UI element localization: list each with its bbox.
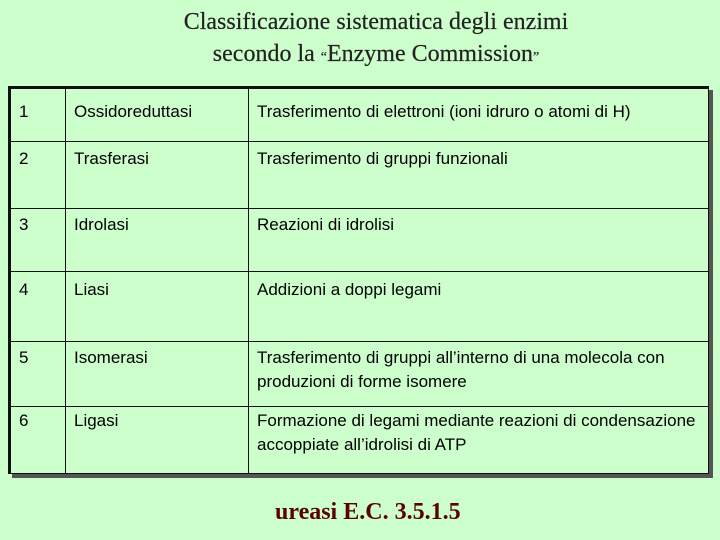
class-number: 4 bbox=[10, 272, 66, 342]
urease-ec-number: ureasi E.C. 3.5.1.5 bbox=[275, 499, 461, 525]
title-line-2 bbox=[0, 38, 720, 74]
class-number: 2 bbox=[10, 142, 66, 209]
title-line-2-main: Enzyme Commission bbox=[326, 41, 533, 67]
class-name: Ossidoreduttasi bbox=[66, 88, 249, 142]
title-line-2-prefix: secondo la bbox=[212, 41, 321, 67]
class-name: Isomerasi bbox=[66, 342, 249, 407]
class-description: Trasferimento di gruppi all’interno di una molecola con produzioni di forme isomere bbox=[249, 342, 709, 407]
class-number: 1 bbox=[10, 88, 66, 142]
table-row bbox=[10, 272, 709, 342]
slide-title bbox=[0, 6, 720, 74]
table-row bbox=[10, 88, 709, 142]
class-number: 5 bbox=[10, 342, 66, 407]
class-description: Trasferimento di gruppi funzionali bbox=[249, 142, 709, 209]
table-row bbox=[10, 342, 709, 407]
enzyme-classification-table bbox=[8, 86, 709, 474]
class-name: Idrolasi bbox=[66, 209, 249, 272]
class-description: Formazione di legami mediante reazioni di condensazione accoppiate all’idrolisi di ATP bbox=[249, 407, 709, 474]
table-row bbox=[10, 142, 709, 209]
class-number: 3 bbox=[10, 209, 66, 272]
class-description: Addizioni a doppi legami bbox=[249, 272, 709, 342]
class-name: Liasi bbox=[66, 272, 249, 342]
class-description: Trasferimento di elettroni (ioni idruro o atomi di H) bbox=[249, 88, 709, 142]
table-row bbox=[10, 407, 709, 474]
class-name: Trasferasi bbox=[66, 142, 249, 209]
title-line-1: Classificazione sistematica degli enzimi bbox=[183, 9, 569, 35]
table-row bbox=[10, 209, 709, 272]
open-quote: “ bbox=[320, 50, 327, 65]
class-description: Reazioni di idrolisi bbox=[249, 209, 709, 272]
class-name: Ligasi bbox=[66, 407, 249, 474]
class-number: 6 bbox=[10, 407, 66, 474]
close-quote: ” bbox=[532, 50, 540, 65]
